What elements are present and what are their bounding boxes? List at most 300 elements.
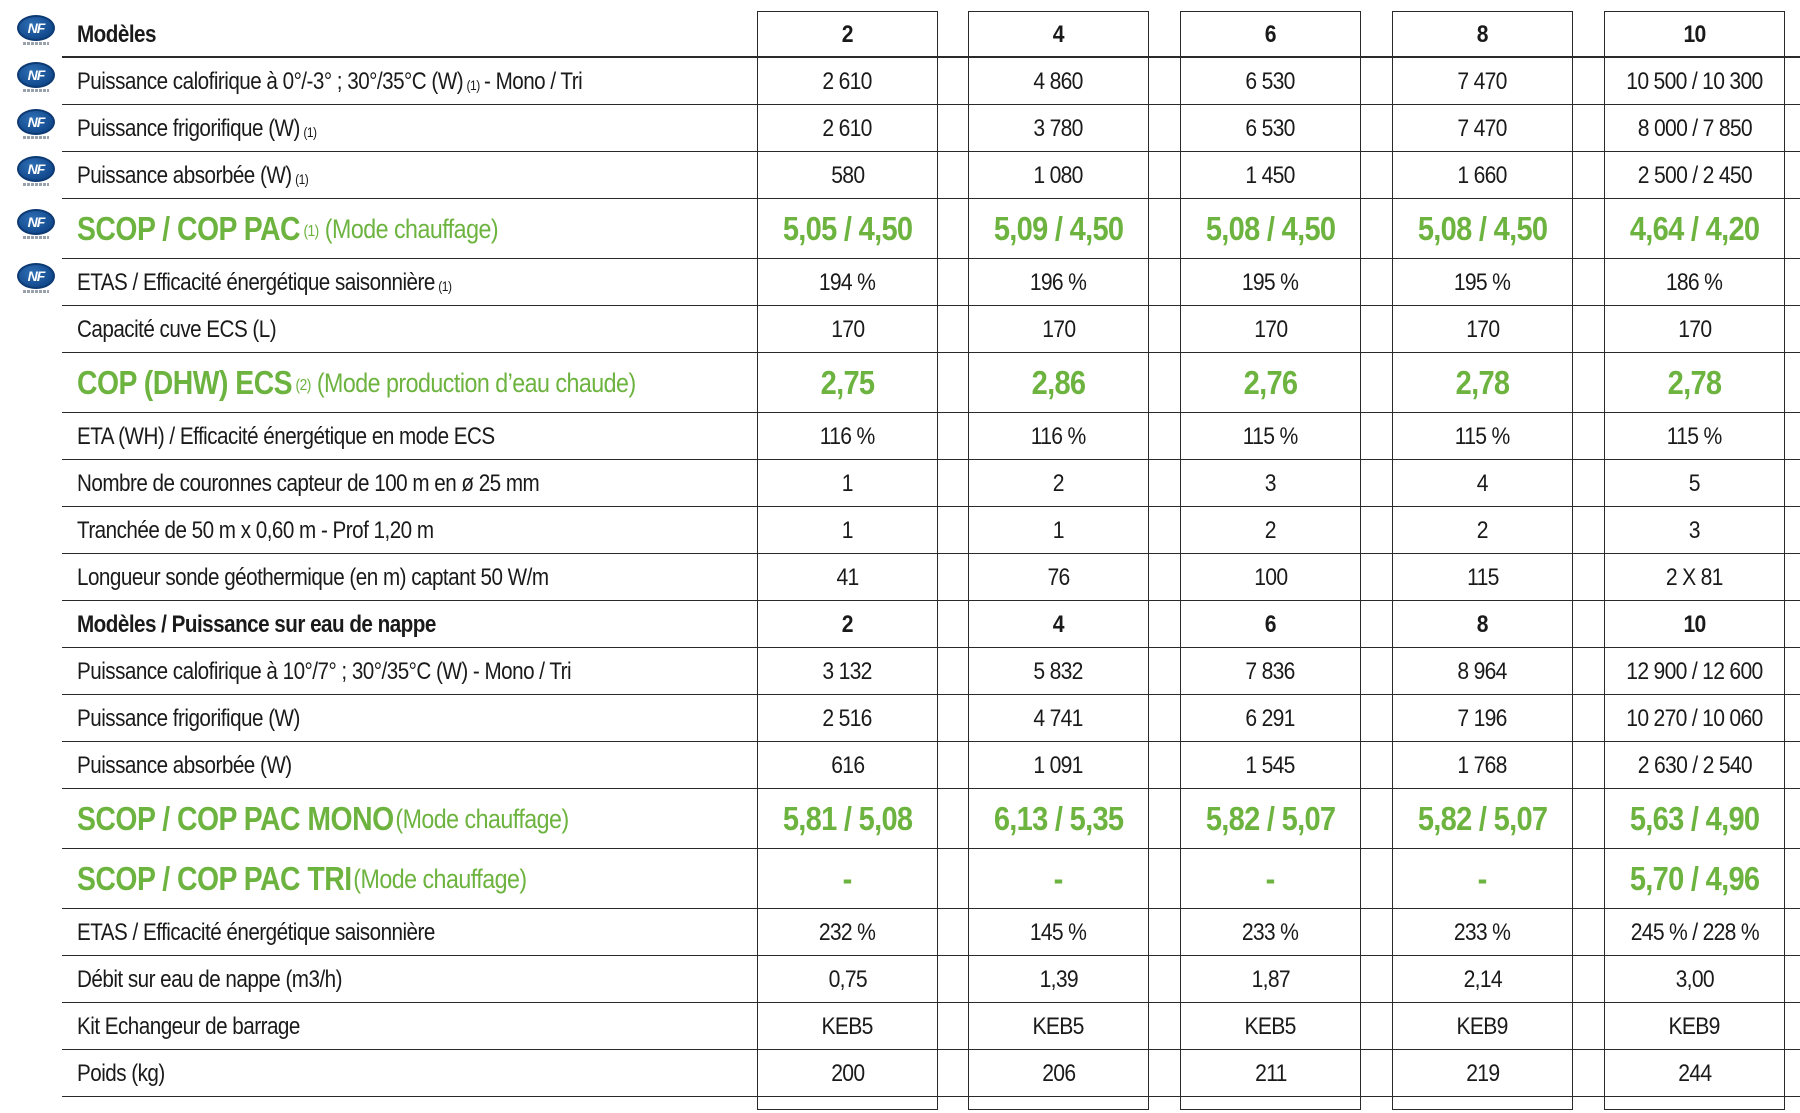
cell-value: 10 (1683, 20, 1706, 48)
cell-model-2 (757, 909, 938, 956)
table-header-row (62, 601, 1800, 648)
cell-model-10 (1604, 601, 1785, 648)
cell-value: 219 (1465, 1059, 1500, 1087)
row-label (77, 58, 582, 105)
nf-logo: NF (17, 263, 55, 289)
cell-value: 6 291 (1245, 704, 1296, 732)
table-row (62, 152, 1800, 199)
cell-model-2 (757, 789, 938, 849)
nf-certification-icon (17, 263, 55, 295)
cell-model-8 (1392, 306, 1573, 353)
cell-model-4 (968, 742, 1149, 789)
table-row (62, 105, 1800, 152)
cell-model-4 (968, 199, 1149, 259)
row-label (77, 413, 495, 460)
nf-tagline (23, 290, 49, 293)
cell-value: 5,08 / 4,50 (1205, 210, 1336, 247)
row-label (77, 1050, 165, 1097)
row-label-text: Modèles (77, 20, 156, 48)
cell-model-8 (1392, 58, 1573, 105)
nf-logo: NF (17, 15, 55, 41)
row-label (77, 849, 527, 909)
cell-value: 7 836 (1245, 657, 1296, 685)
cell-value: 3 780 (1033, 114, 1084, 142)
cell-model-6 (1180, 742, 1361, 789)
cell-value: 76 (1047, 563, 1070, 591)
cell-model-2 (757, 648, 938, 695)
row-label-text: Puissance frigorifique (W) (77, 704, 300, 732)
cell-value: 2 630 / 2 540 (1637, 751, 1752, 779)
cell-model-2 (757, 956, 938, 1003)
row-label (77, 554, 549, 601)
cell-model-4 (968, 507, 1149, 554)
cell-value: 245 % / 228 % (1630, 918, 1759, 946)
cell-model-4 (968, 909, 1149, 956)
table-row (62, 742, 1800, 789)
cell-value: 2 (1476, 516, 1489, 544)
row-divider (62, 1096, 1800, 1098)
cell-value: 4 860 (1033, 67, 1084, 95)
cell-model-4 (968, 849, 1149, 909)
cell-value: 6 (1264, 20, 1277, 48)
cell-value: 115 % (1455, 422, 1510, 450)
cell-value: 2 (841, 610, 854, 638)
nf-tagline (23, 42, 49, 45)
cell-model-8 (1392, 413, 1573, 460)
footnote-ref: (1) (303, 223, 319, 240)
cell-value: 2 500 / 2 450 (1637, 161, 1752, 189)
footnote-ref: (1) (303, 123, 317, 140)
cell-model-8 (1392, 956, 1573, 1003)
cell-value: 10 (1683, 610, 1706, 638)
row-label-text: Tranchée de 50 m x 0,60 m - Prof 1,20 m (77, 516, 434, 544)
cell-value: 2 (1264, 516, 1277, 544)
row-mode-note: (Mode chauffage) (353, 863, 527, 894)
cell-value: 12 900 / 12 600 (1626, 657, 1763, 685)
footnote-ref: (1) (438, 277, 452, 294)
cell-model-6 (1180, 849, 1361, 909)
cell-model-4 (968, 58, 1149, 105)
footnote-ref: (1) (466, 76, 480, 93)
cell-value: 4 741 (1033, 704, 1084, 732)
cell-model-4 (968, 554, 1149, 601)
row-label-text: Kit Echangeur de barrage (77, 1012, 300, 1040)
cell-value: 200 (830, 1059, 865, 1087)
cell-model-4 (968, 601, 1149, 648)
cell-value: 2 610 (822, 67, 873, 95)
cell-value: 5,09 / 4,50 (993, 210, 1124, 247)
cell-value: 4 (1052, 20, 1065, 48)
cell-value: 6 530 (1245, 114, 1296, 142)
cell-model-2 (757, 413, 938, 460)
row-label-text: Puissance absorbée (W) (77, 751, 292, 779)
cell-model-4 (968, 413, 1149, 460)
cell-model-8 (1392, 695, 1573, 742)
table-row (62, 956, 1800, 1003)
cell-value: 4,64 / 4,20 (1629, 210, 1760, 247)
cell-value: 1 (841, 516, 854, 544)
row-label (77, 152, 313, 199)
table-row (62, 306, 1800, 353)
cell-model-2 (757, 152, 938, 199)
cell-value: 5 832 (1033, 657, 1084, 685)
cell-model-2 (757, 1050, 938, 1097)
row-label (77, 789, 569, 849)
row-label-text: ETAS / Efficacité énergétique saisonnière (77, 268, 435, 296)
row-label (77, 742, 292, 789)
nf-certification-icon (17, 15, 55, 47)
cell-model-4 (968, 648, 1149, 695)
cell-model-8 (1392, 152, 1573, 199)
cell-value: 2 516 (822, 704, 873, 732)
cell-value: 2 (1052, 469, 1065, 497)
cell-model-8 (1392, 648, 1573, 695)
cell-model-2 (757, 11, 938, 58)
table-row (62, 353, 1800, 413)
row-label (77, 199, 498, 259)
cell-model-10 (1604, 152, 1785, 199)
cell-model-8 (1392, 1050, 1573, 1097)
cell-model-8 (1392, 601, 1573, 648)
cell-model-4 (968, 460, 1149, 507)
cell-value: 2 610 (822, 114, 873, 142)
cell-value: 1 080 (1033, 161, 1084, 189)
cell-model-8 (1392, 1003, 1573, 1050)
cell-value: 1,87 (1251, 965, 1290, 993)
row-label (77, 353, 636, 413)
cell-model-6 (1180, 11, 1361, 58)
cell-model-10 (1604, 1003, 1785, 1050)
table-row (62, 1003, 1800, 1050)
cell-model-10 (1604, 353, 1785, 413)
cell-model-8 (1392, 507, 1573, 554)
cell-value: 5,82 / 5,07 (1417, 800, 1548, 837)
cell-value: KEB5 (1032, 1012, 1085, 1040)
row-label-suffix: - Mono / Tri (483, 67, 583, 95)
cell-value: 233 % (1242, 918, 1299, 946)
cell-model-8 (1392, 909, 1573, 956)
row-label-text: Nombre de couronnes capteur de 100 m en ø 25 mm (77, 469, 540, 497)
cell-model-10 (1604, 259, 1785, 306)
cell-model-4 (968, 789, 1149, 849)
table-row (62, 554, 1800, 601)
nf-tagline (23, 89, 49, 92)
cell-model-6 (1180, 199, 1361, 259)
table-row (62, 460, 1800, 507)
cell-value: 3 (1264, 469, 1277, 497)
cell-model-2 (757, 849, 938, 909)
cell-model-8 (1392, 742, 1573, 789)
cell-value: KEB9 (1668, 1012, 1721, 1040)
cell-value: 1 768 (1457, 751, 1508, 779)
cell-value: 206 (1041, 1059, 1076, 1087)
cell-value: 186 % (1666, 268, 1723, 296)
row-label-text: Poids (kg) (77, 1059, 165, 1087)
row-label-text: COP (DHW) ECS (77, 364, 293, 401)
cell-value: 2,78 (1667, 364, 1722, 401)
cell-value: 2,78 (1455, 364, 1510, 401)
cell-model-2 (757, 199, 938, 259)
row-mode-note: (Mode chauffage) (324, 213, 499, 244)
cell-model-2 (757, 554, 938, 601)
row-mode-note: (Mode production d’eau chaude) (316, 367, 636, 398)
cell-value: 170 (1253, 315, 1288, 343)
cell-model-6 (1180, 956, 1361, 1003)
cell-value: 211 (1254, 1059, 1287, 1087)
cell-model-4 (968, 1003, 1149, 1050)
cell-value: 5,70 / 4,96 (1629, 860, 1760, 897)
cell-model-10 (1604, 554, 1785, 601)
table-header-row (62, 11, 1800, 58)
cell-value: 1 660 (1457, 161, 1508, 189)
cell-model-8 (1392, 789, 1573, 849)
table-row (62, 648, 1800, 695)
row-label-text: SCOP / COP PAC TRI (77, 860, 352, 897)
row-label (77, 695, 300, 742)
row-label (77, 460, 539, 507)
cell-value: 1,39 (1039, 965, 1078, 993)
cell-value: 8 000 / 7 850 (1637, 114, 1752, 142)
cell-value: 10 270 / 10 060 (1626, 704, 1763, 732)
cell-model-10 (1604, 413, 1785, 460)
cell-value: 170 (830, 315, 865, 343)
table-row (62, 1050, 1800, 1097)
nf-logo: NF (17, 156, 55, 182)
cell-value: 233 % (1454, 918, 1511, 946)
cell-value: 232 % (819, 918, 876, 946)
nf-logo: NF (17, 109, 55, 135)
cell-model-6 (1180, 1050, 1361, 1097)
cell-model-6 (1180, 648, 1361, 695)
cell-value: 6 (1264, 610, 1277, 638)
cell-model-8 (1392, 460, 1573, 507)
cell-model-10 (1604, 1050, 1785, 1097)
cell-value: 116 % (820, 422, 875, 450)
cell-value: 2,75 (820, 364, 875, 401)
cell-value: 8 964 (1457, 657, 1508, 685)
cell-model-6 (1180, 460, 1361, 507)
cell-value: 5,82 / 5,07 (1205, 800, 1336, 837)
row-label-text: ETA (WH) / Efficacité énergétique en mode ECS (77, 422, 495, 450)
table-row (62, 58, 1800, 105)
cell-model-2 (757, 306, 938, 353)
row-label-text: Puissance absorbée (W) (77, 161, 292, 189)
cell-value: 115 (1466, 563, 1499, 591)
cell-value: 6 530 (1245, 67, 1296, 95)
cell-value: - (1478, 860, 1487, 897)
cell-value: 195 % (1454, 268, 1511, 296)
cell-value: 7 196 (1457, 704, 1508, 732)
cell-value: 2,76 (1243, 364, 1298, 401)
cell-value: 195 % (1242, 268, 1299, 296)
cell-model-4 (968, 259, 1149, 306)
row-label (77, 1003, 300, 1050)
cell-model-6 (1180, 601, 1361, 648)
cell-model-6 (1180, 413, 1361, 460)
cell-value: 115 % (1243, 422, 1298, 450)
cell-model-6 (1180, 353, 1361, 413)
cell-value: 170 (1465, 315, 1500, 343)
nf-logo: NF (17, 62, 55, 88)
cell-value: 116 % (1031, 422, 1086, 450)
cell-value: 8 (1476, 20, 1489, 48)
row-label (77, 259, 456, 306)
cell-value: 170 (1041, 315, 1076, 343)
nf-tagline (23, 136, 49, 139)
cell-value: 194 % (819, 268, 876, 296)
cell-value: 5,63 / 4,90 (1629, 800, 1760, 837)
cell-value: - (1266, 860, 1275, 897)
cell-value: 1 (841, 469, 854, 497)
row-label-text: Capacité cuve ECS (L) (77, 315, 277, 343)
table-row (62, 789, 1800, 849)
table-row (62, 199, 1800, 259)
cell-value: - (843, 860, 852, 897)
cell-value: 115 % (1667, 422, 1722, 450)
cell-model-8 (1392, 105, 1573, 152)
cell-model-8 (1392, 849, 1573, 909)
cell-value: 5,81 / 5,08 (782, 800, 913, 837)
cell-model-4 (968, 152, 1149, 199)
row-label-text: Puissance calofirique à 0°/-3° ; 30°/35°C (W) (77, 67, 464, 95)
nf-logo: NF (17, 209, 55, 235)
cell-model-4 (968, 11, 1149, 58)
row-label (77, 648, 571, 695)
cell-value: 2,14 (1463, 965, 1502, 993)
footnote-ref: (2) (295, 377, 311, 394)
cell-value: 3 132 (822, 657, 873, 685)
table-row (62, 909, 1800, 956)
row-label (77, 507, 434, 554)
cell-model-4 (968, 956, 1149, 1003)
row-label-text: Puissance frigorifique (W) (77, 114, 300, 142)
cell-model-8 (1392, 11, 1573, 58)
cell-value: 5,08 / 4,50 (1417, 210, 1548, 247)
row-label (77, 11, 156, 58)
cell-model-10 (1604, 956, 1785, 1003)
cell-model-10 (1604, 695, 1785, 742)
cell-model-2 (757, 742, 938, 789)
cell-model-6 (1180, 105, 1361, 152)
row-label-text: SCOP / COP PAC (77, 210, 301, 247)
row-label-text: Débit sur eau de nappe (m3/h) (77, 965, 342, 993)
cell-value: 8 (1476, 610, 1489, 638)
row-label-text: Modèles / Puissance sur eau de nappe (77, 610, 436, 638)
cell-value: 10 500 / 10 300 (1626, 67, 1763, 95)
cell-model-10 (1604, 648, 1785, 695)
cell-model-2 (757, 58, 938, 105)
cell-value: 580 (830, 161, 865, 189)
cell-model-6 (1180, 554, 1361, 601)
cell-value: 3 (1688, 516, 1701, 544)
cell-value: 7 470 (1457, 67, 1508, 95)
cell-model-4 (968, 105, 1149, 152)
cell-value: 1 (1052, 516, 1065, 544)
nf-certification-icon (17, 109, 55, 141)
cell-value: 5,05 / 4,50 (782, 210, 913, 247)
table-row (62, 507, 1800, 554)
cell-model-6 (1180, 695, 1361, 742)
nf-certification-icon (17, 156, 55, 188)
cell-value: KEB5 (821, 1012, 874, 1040)
row-label-text: Puissance calofirique à 10°/7° ; 30°/35°C (W) - Mono / Tri (77, 657, 572, 685)
nf-tagline (23, 236, 49, 239)
nf-certification-icon (17, 62, 55, 94)
cell-value: 4 (1476, 469, 1489, 497)
cell-value: 41 (836, 563, 859, 591)
cell-model-10 (1604, 742, 1785, 789)
footnote-ref: (1) (295, 170, 309, 187)
cell-model-2 (757, 695, 938, 742)
cell-value: 1 091 (1033, 751, 1084, 779)
table-row (62, 413, 1800, 460)
cell-value: 170 (1677, 315, 1712, 343)
cell-value: - (1054, 860, 1063, 897)
cell-model-10 (1604, 909, 1785, 956)
cell-model-2 (757, 105, 938, 152)
row-label (77, 909, 435, 956)
cell-value: 1 450 (1245, 161, 1296, 189)
row-label-text: Longueur sonde géothermique (en m) captant 50 W/m (77, 563, 549, 591)
cell-model-4 (968, 306, 1149, 353)
cell-model-10 (1604, 507, 1785, 554)
cell-value: 1 545 (1245, 751, 1296, 779)
cell-model-6 (1180, 507, 1361, 554)
cell-model-10 (1604, 789, 1785, 849)
cell-value: 616 (830, 751, 865, 779)
cell-model-8 (1392, 199, 1573, 259)
cell-value: 4 (1052, 610, 1065, 638)
cell-model-2 (757, 601, 938, 648)
cell-value: KEB5 (1244, 1012, 1297, 1040)
cell-model-8 (1392, 259, 1573, 306)
cell-model-8 (1392, 554, 1573, 601)
cell-value: 2,86 (1031, 364, 1086, 401)
cell-model-6 (1180, 58, 1361, 105)
row-mode-note: (Mode chauffage) (395, 803, 569, 834)
nf-certification-icon (17, 209, 55, 241)
cell-value: 6,13 / 5,35 (993, 800, 1124, 837)
cell-value: 5 (1688, 469, 1701, 497)
cell-model-6 (1180, 152, 1361, 199)
cell-model-4 (968, 353, 1149, 413)
table-row (62, 259, 1800, 306)
cell-model-6 (1180, 789, 1361, 849)
cell-model-6 (1180, 306, 1361, 353)
cell-value: 196 % (1030, 268, 1087, 296)
cell-model-10 (1604, 105, 1785, 152)
cell-value: 145 % (1030, 918, 1087, 946)
cell-model-10 (1604, 460, 1785, 507)
cell-model-2 (757, 507, 938, 554)
cell-value: 2 X 81 (1666, 563, 1723, 591)
row-label (77, 105, 321, 152)
cell-model-10 (1604, 849, 1785, 909)
cell-value: 2 (841, 20, 854, 48)
cell-value: 0,75 (828, 965, 867, 993)
cell-model-10 (1604, 306, 1785, 353)
cell-model-6 (1180, 259, 1361, 306)
row-label (77, 306, 276, 353)
cell-value: 3,00 (1675, 965, 1714, 993)
table-row (62, 849, 1800, 909)
nf-tagline (23, 183, 49, 186)
cell-model-2 (757, 259, 938, 306)
cell-value: 7 470 (1457, 114, 1508, 142)
row-label (77, 601, 436, 648)
row-label (77, 956, 342, 1003)
cell-model-6 (1180, 1003, 1361, 1050)
